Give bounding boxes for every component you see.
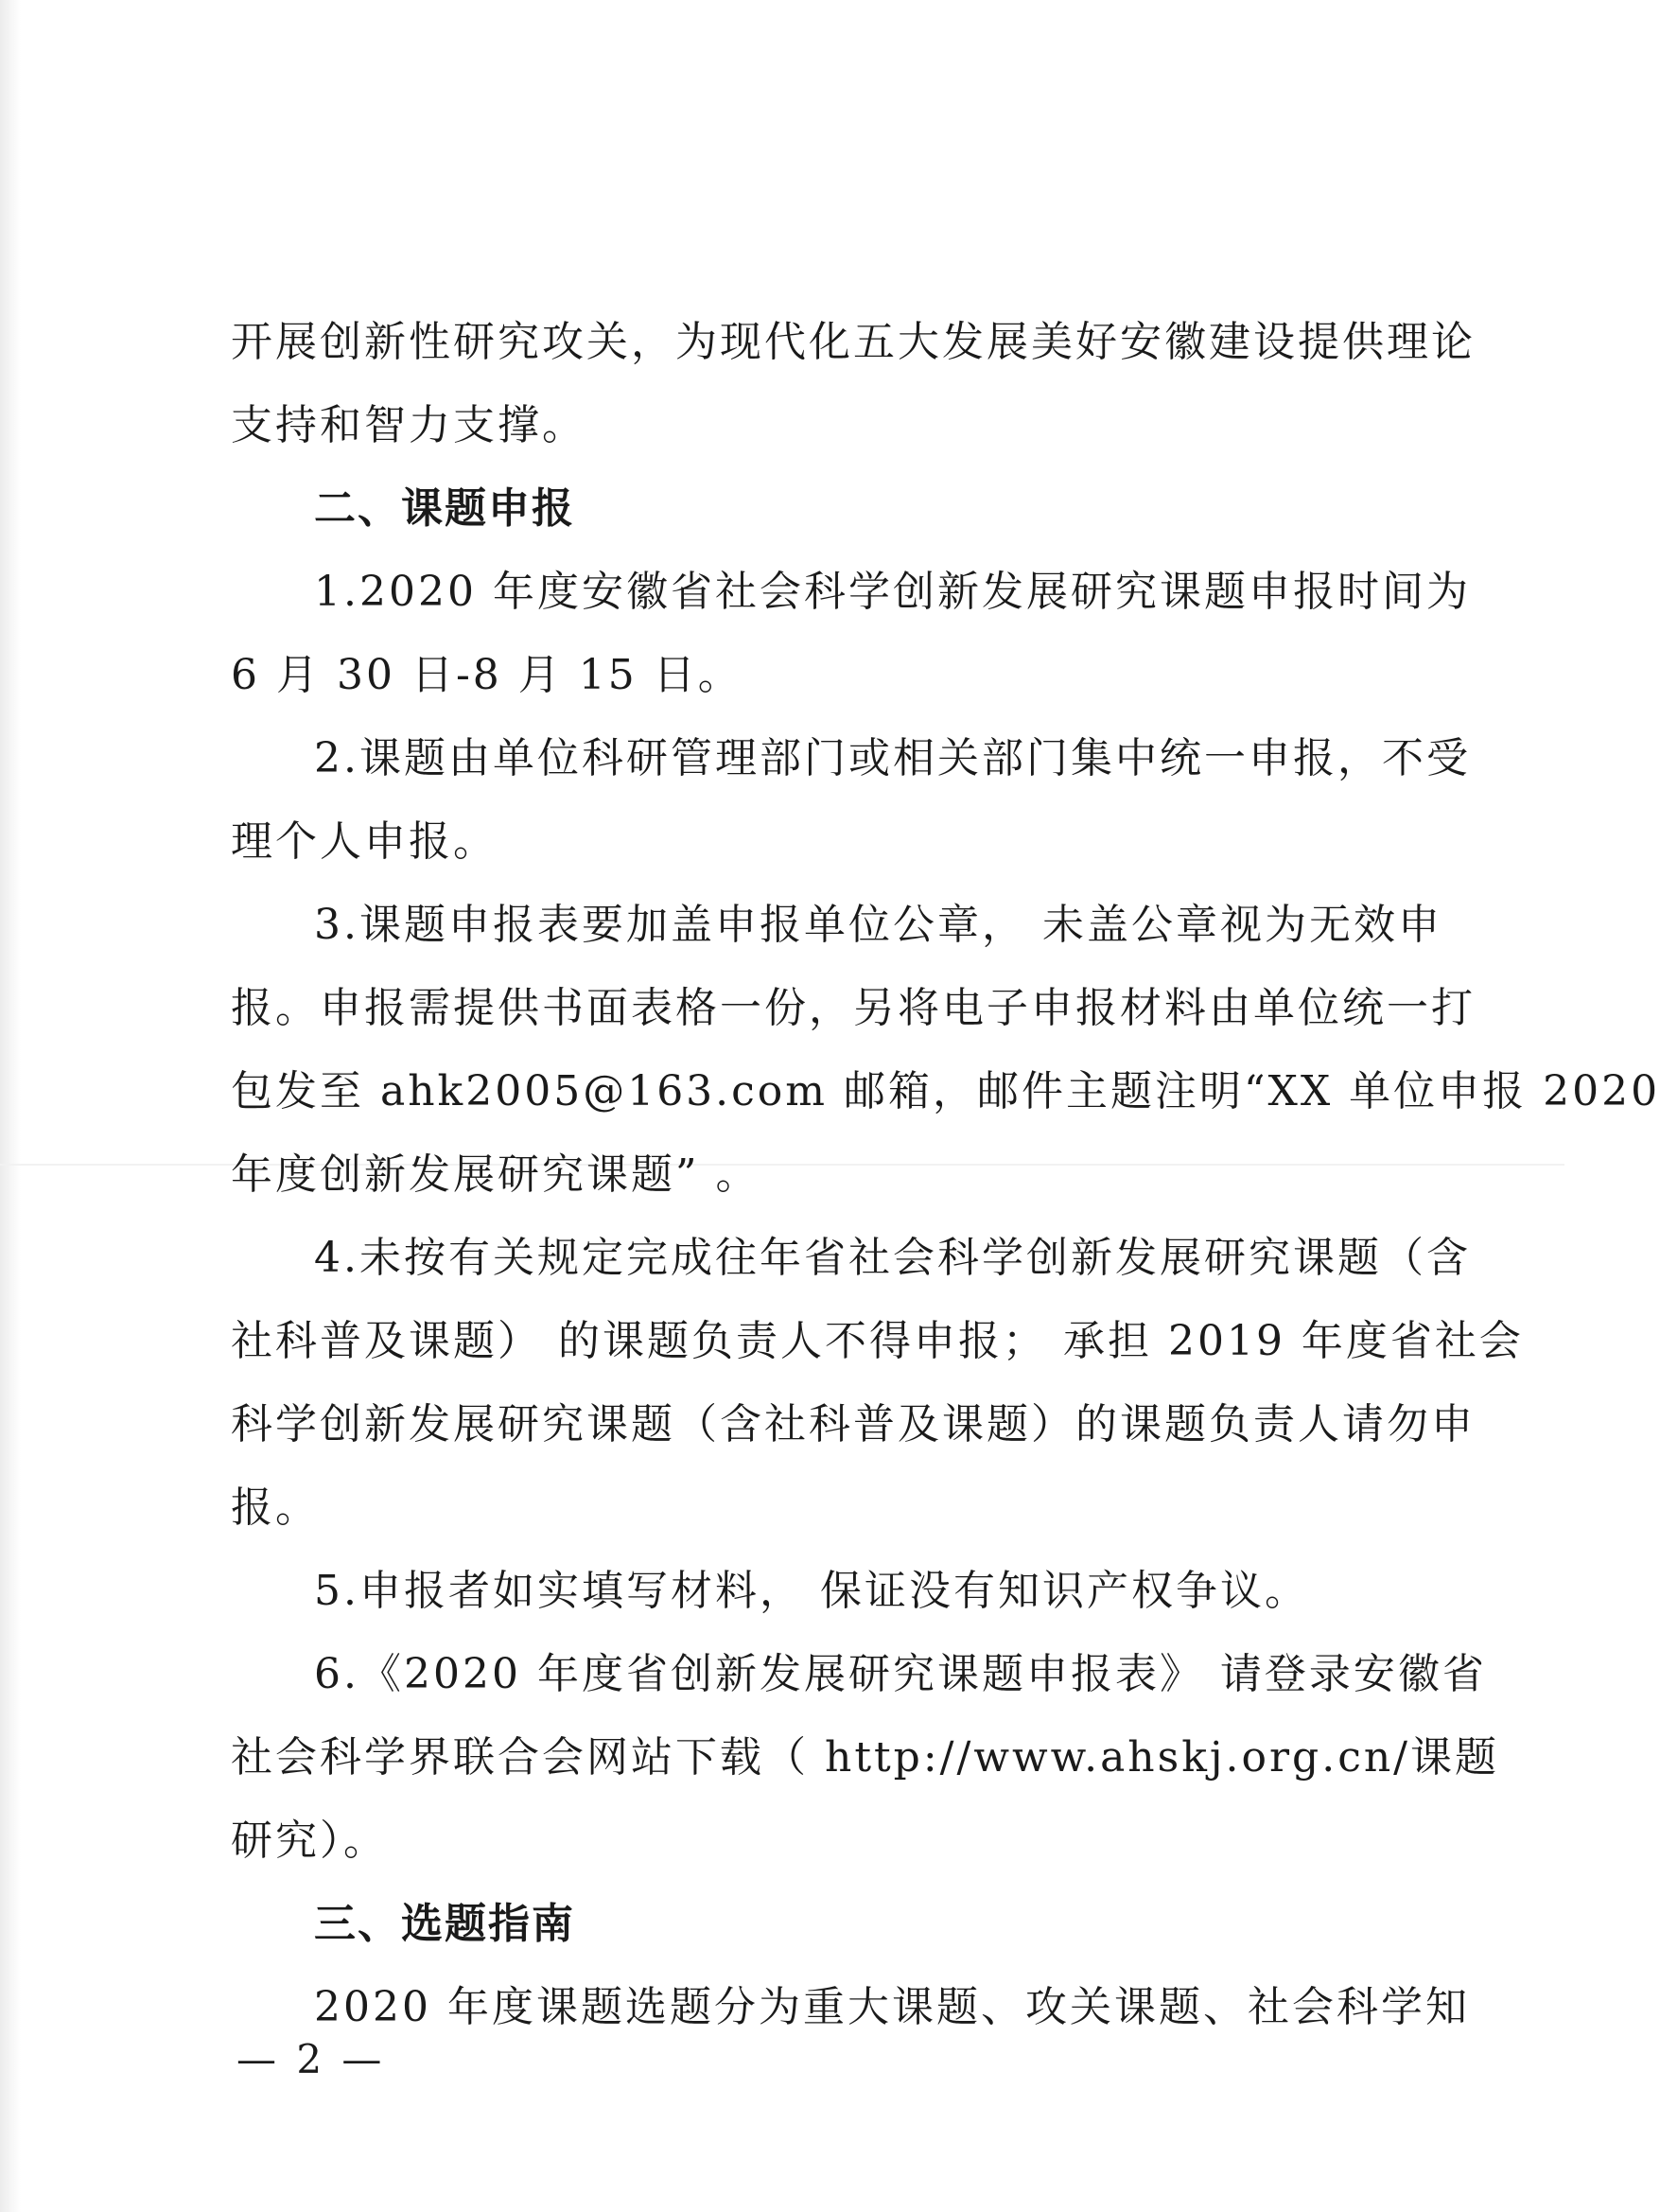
paragraph-line: 2.课题由单位科研管理部门或相关部门集中统一申报，不受	[314, 734, 1471, 782]
paragraph-line: 报。	[231, 1483, 320, 1532]
paragraph-line: 支持和智力支撑。	[231, 401, 586, 449]
paragraph-line: 2020 年度课题选题分为重大课题、攻关课题、社会科学知	[314, 1983, 1470, 2031]
paragraph-line: 社会科学界联合会网站下载（ http://www.ahskj.org.cn/课题	[231, 1733, 1499, 1782]
paragraph-line: 6 月 30 日-8 月 15 日。	[231, 651, 743, 699]
page-number: — 2 —	[236, 2036, 386, 2082]
section-heading: 三、选题指南	[314, 1900, 575, 1948]
paragraph-line: 4.未按有关规定完成往年省社会科学创新发展研究课题（含	[314, 1234, 1471, 1282]
paragraph-line: 报。申报需提供书面表格一份，另将电子申报材料由单位统一打	[231, 984, 1476, 1032]
paragraph-line: 5.申报者如实填写材料， 保证没有知识产权争议。	[314, 1567, 1309, 1615]
section-heading: 二、课题申报	[314, 484, 575, 533]
scan-edge-shadow	[0, 0, 21, 2212]
paragraph-line: 包发至 ahk2005@163.com 邮箱，邮件主题注明“XX 单位申报 2020	[231, 1067, 1660, 1115]
paragraph-line: 1.2020 年度安徽省社会科学创新发展研究课题申报时间为	[314, 568, 1471, 616]
paragraph-line: 科学创新发展研究课题（含社科普及课题）的课题负责人请勿申	[231, 1400, 1476, 1448]
paragraph-line: 年度创新发展研究课题” 。	[231, 1150, 760, 1199]
paragraph-line: 社科普及课题） 的课题负责人不得申报； 承担 2019 年度省社会	[231, 1317, 1524, 1365]
document-body	[231, 301, 1660, 2049]
paragraph-line: 开展创新性研究攻关，为现代化五大发展美好安徽建设提供理论	[231, 318, 1476, 366]
paragraph-line: 6.《2020 年度省创新发展研究课题申报表》 请登录安徽省	[314, 1650, 1487, 1698]
paragraph-line: 理个人申报。	[231, 817, 498, 866]
paragraph-line: 3.课题申报表要加盖申报单位公章， 未盖公章视为无效申	[314, 901, 1442, 949]
paragraph-line: 研究）。	[231, 1817, 388, 1865]
